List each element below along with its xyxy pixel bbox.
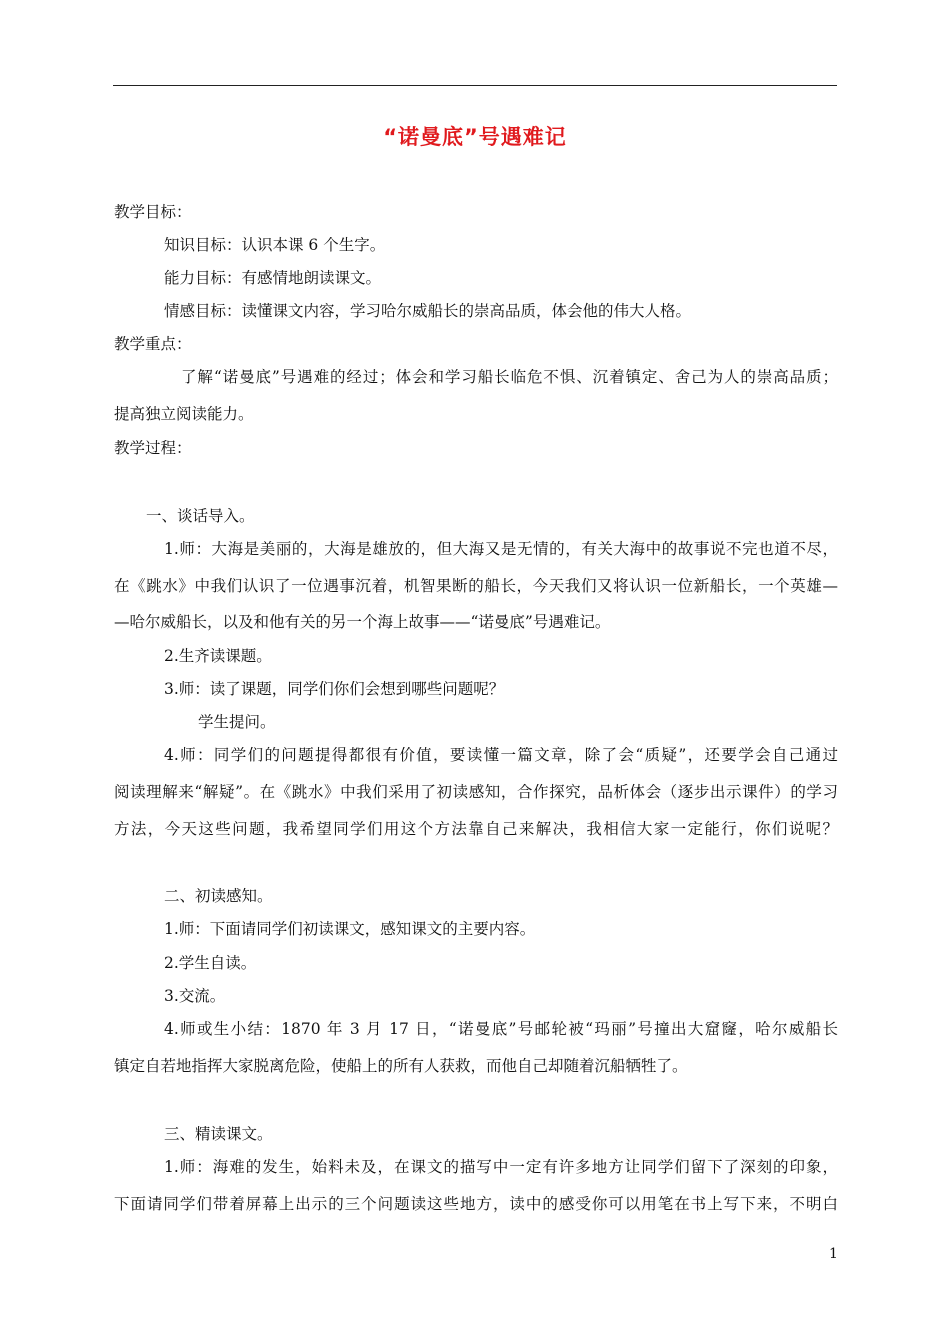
- paragraph-line: 知识目标：认识本课 6 个生字。: [164, 236, 386, 254]
- page-number: 1: [829, 1246, 838, 1262]
- paragraph-line: 3.师：读了课题，同学们你们会想到哪些问题呢？: [164, 680, 505, 698]
- section-heading: 一、谈话导入。: [146, 507, 255, 525]
- section-heading: 教学重点：: [114, 335, 192, 353]
- section-heading: 二、初读感知。: [164, 887, 273, 905]
- section-heading: 教学目标：: [114, 203, 192, 221]
- paragraph-line: 1.师：大海是美丽的，大海是雄放的，但大海又是无情的，有关大海中的故事说不完也道不尽，: [164, 540, 838, 558]
- paragraph-line: 4.师：同学们的问题提得都很有价值，要读懂一篇文章，除了会“质疑”，还要学会自己通过: [164, 746, 838, 764]
- paragraph-line: 在《跳水》中我们认识了一位遇事沉着，机智果断的船长，今天我们又将认识一位新船长，一个英雄—: [114, 577, 838, 595]
- paragraph-line: 方法，今天这些问题，我希望同学们用这个方法靠自己来解决，我相信大家一定能行，你们说呢？: [114, 820, 838, 838]
- paragraph-line: 阅读理解来“解疑”。在《跳水》中我们采用了初读感知，合作探究，品析体会（逐步出示课件）的学习: [114, 783, 838, 801]
- paragraph-line: 提高独立阅读能力。: [114, 405, 254, 423]
- paragraph-line: 下面请同学们带着屏幕上出示的三个问题读这些地方，读中的感受你可以用笔在书上写下来，不明白: [114, 1195, 838, 1213]
- paragraph-line: 4.师或生小结：1870 年 3 月 17 日，“诺曼底”号邮轮被“玛丽”号撞出大窟窿，哈尔威船长: [164, 1020, 838, 1038]
- paragraph-line: 能力目标：有感情地朗读课文。: [164, 269, 382, 287]
- section-heading: 教学过程：: [114, 439, 192, 457]
- paragraph-line: 2.生齐读课题。: [164, 647, 272, 665]
- paragraph-line: —哈尔威船长，以及和他有关的另一个海上故事——“诺曼底”号遇难记。: [114, 613, 611, 631]
- paragraph-line: 镇定自若地指挥大家脱离危险，使船上的所有人获救，而他自己却随着沉船牺牲了。: [114, 1057, 688, 1075]
- paragraph-line: 情感目标：读懂课文内容，学习哈尔威船长的崇高品质，体会他的伟大人格。: [164, 302, 692, 320]
- section-heading: 三、精读课文。: [164, 1125, 273, 1143]
- paragraph-line: 3.交流。: [164, 987, 226, 1005]
- paragraph-line: 1.师：海难的发生，始料未及，在课文的描写中一定有许多地方让同学们留下了深刻的印象，: [164, 1158, 838, 1176]
- header-rule: [113, 85, 837, 86]
- paragraph-line: 1.师：下面请同学们初读课文，感知课文的主要内容。: [164, 920, 536, 938]
- paragraph-line: 2.学生自读。: [164, 954, 257, 972]
- paragraph-line: 学生提问。: [198, 713, 276, 731]
- document-title: “诺曼底”号遇难记: [383, 125, 567, 149]
- paragraph-line: 了解“诺曼底”号遇难的经过；体会和学习船长临危不惧、沉着镇定、舍己为人的崇高品质；: [181, 368, 838, 386]
